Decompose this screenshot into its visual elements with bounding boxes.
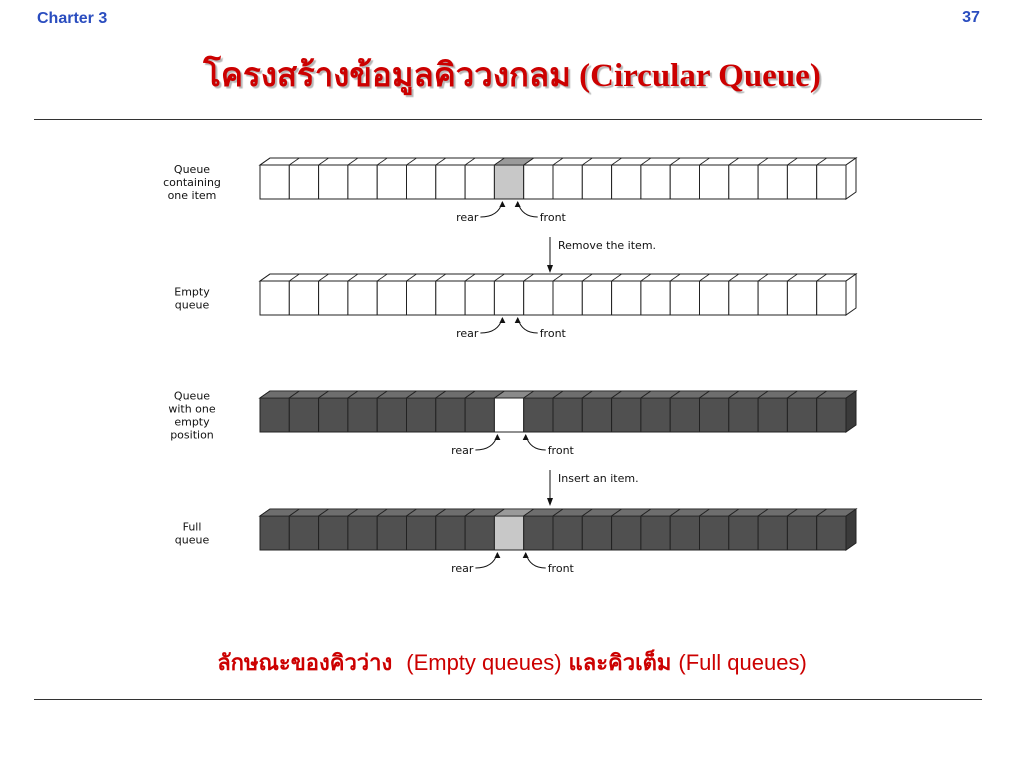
rear-label: rear (451, 444, 474, 457)
queue-cell (612, 165, 641, 199)
row-label-line: Queue (173, 389, 211, 403)
queue-cell (377, 281, 406, 315)
queue-cell (319, 165, 348, 199)
queue-cell (758, 398, 787, 432)
queue-cell (817, 516, 846, 550)
rear-arrowhead (494, 552, 500, 558)
queue-cell (641, 281, 670, 315)
front-label: front (539, 211, 566, 224)
front-arrowhead (515, 317, 521, 323)
row-label-line: empty (174, 415, 210, 429)
queue-cell (787, 281, 816, 315)
queue-cell (436, 281, 465, 315)
transition-arrowhead (547, 265, 553, 273)
queue-cell (524, 398, 553, 432)
queue-cell (641, 516, 670, 550)
row-label-line: with one (168, 402, 216, 416)
row-label-line: one item (167, 189, 217, 202)
front-arrow (518, 318, 538, 333)
rear-arrow (475, 435, 497, 450)
queue-cell (817, 165, 846, 199)
rear-arrow (475, 553, 497, 568)
queue-cell (758, 516, 787, 550)
queue-cell (641, 165, 670, 199)
transition-arrowhead (547, 498, 553, 506)
queue-cell (348, 398, 377, 432)
rear-label: rear (456, 327, 479, 340)
queue-cell (289, 398, 318, 432)
caption-full-thai: และคิวเต็ม (568, 651, 672, 676)
queue-cell (787, 516, 816, 550)
row-label-line: Full (182, 520, 202, 534)
row-label-line: containing (163, 176, 221, 189)
queue-cell (289, 281, 318, 315)
queue-cell (670, 516, 699, 550)
queue-cell (524, 516, 553, 550)
page-number: 37 (962, 9, 980, 26)
queue-cell (758, 281, 787, 315)
queue-side-face (846, 158, 856, 199)
queue-cell (787, 398, 816, 432)
queue-cell (553, 281, 582, 315)
caption-full-eng: (Full queues) (678, 650, 807, 675)
rear-arrow (480, 318, 502, 333)
queue-cell (582, 516, 611, 550)
queue-cell (612, 516, 641, 550)
caption-empty-thai: ลักษณะของคิวว่าง (217, 651, 393, 676)
queue-cell (319, 516, 348, 550)
queue-cell (436, 398, 465, 432)
queue-cell (700, 516, 729, 550)
queue-cell (289, 516, 318, 550)
queue-cell (700, 398, 729, 432)
queue-cell (729, 281, 758, 315)
front-arrowhead (523, 434, 529, 440)
front-arrow (526, 553, 546, 568)
rear-label: rear (456, 211, 479, 224)
queue-cell (465, 398, 494, 432)
queue-cell (729, 398, 758, 432)
queue-cell (612, 398, 641, 432)
queue-cell (494, 165, 523, 199)
queue-cell (319, 281, 348, 315)
queue-cell (582, 398, 611, 432)
queue-cell (582, 281, 611, 315)
queue-cell (729, 165, 758, 199)
row-label-line: Empty (174, 285, 210, 299)
queue-cell (436, 516, 465, 550)
queue-cell (553, 165, 582, 199)
row-label-line: Queue (173, 163, 211, 176)
queue-cell (260, 281, 289, 315)
queue-cell (407, 398, 436, 432)
front-arrow (518, 202, 538, 217)
queue-cell (348, 165, 377, 199)
queue-cell (289, 165, 318, 199)
rear-arrow (480, 202, 502, 217)
rear-arrowhead (499, 201, 505, 207)
queue-side-face (846, 274, 856, 315)
queue-cell (758, 165, 787, 199)
front-arrow (526, 435, 546, 450)
front-arrowhead (515, 201, 521, 207)
transition-label: Insert an item. (558, 472, 639, 485)
queue-cell (348, 516, 377, 550)
row-label-line: position (170, 428, 214, 442)
queue-cell (494, 398, 523, 432)
queue-cell (407, 281, 436, 315)
queue-cell (700, 165, 729, 199)
queue-cell (319, 398, 348, 432)
queue-cell (377, 165, 406, 199)
queue-cell (465, 165, 494, 199)
front-label: front (547, 562, 574, 575)
transition-label: Remove the item. (558, 239, 657, 252)
queue-cell (670, 281, 699, 315)
queue-cell (494, 281, 523, 315)
queue-cell (407, 165, 436, 199)
rear-label: rear (451, 562, 474, 575)
queue-cell (465, 516, 494, 550)
queue-cell (670, 165, 699, 199)
slide-caption (0, 645, 1024, 680)
row-label-line: queue (174, 533, 210, 547)
queue-cell (641, 398, 670, 432)
queue-cell (260, 165, 289, 199)
queue-cell (377, 398, 406, 432)
rear-arrowhead (499, 317, 505, 323)
queue-cell (553, 398, 582, 432)
queue-cell (553, 516, 582, 550)
rear-arrowhead (494, 434, 500, 440)
queue-cell (670, 398, 699, 432)
front-label: front (539, 327, 566, 340)
queue-cell (700, 281, 729, 315)
caption-empty-eng: (Empty queues) (406, 650, 562, 675)
queue-cell (817, 398, 846, 432)
queue-cell (524, 165, 553, 199)
queue-cell (260, 398, 289, 432)
front-arrowhead (523, 552, 529, 558)
queue-cell (494, 516, 523, 550)
queue-cell (436, 165, 465, 199)
row-label-line: queue (174, 298, 210, 312)
queue-cell (582, 165, 611, 199)
queue-cell (407, 516, 436, 550)
queue-cell (787, 165, 816, 199)
queue-cell (377, 516, 406, 550)
queue-cell (524, 281, 553, 315)
bottom-divider (34, 699, 982, 700)
front-label: front (547, 444, 574, 457)
queue-cell (729, 516, 758, 550)
queue-cell (465, 281, 494, 315)
queue-cell (260, 516, 289, 550)
queue-cell (817, 281, 846, 315)
queue-cell (348, 281, 377, 315)
slide-title: โครงสร้างข้อมูลคิววงกลม (Circular Queue) (203, 58, 821, 94)
queue-cell (612, 281, 641, 315)
chapter-label: Charter 3 (37, 10, 108, 27)
